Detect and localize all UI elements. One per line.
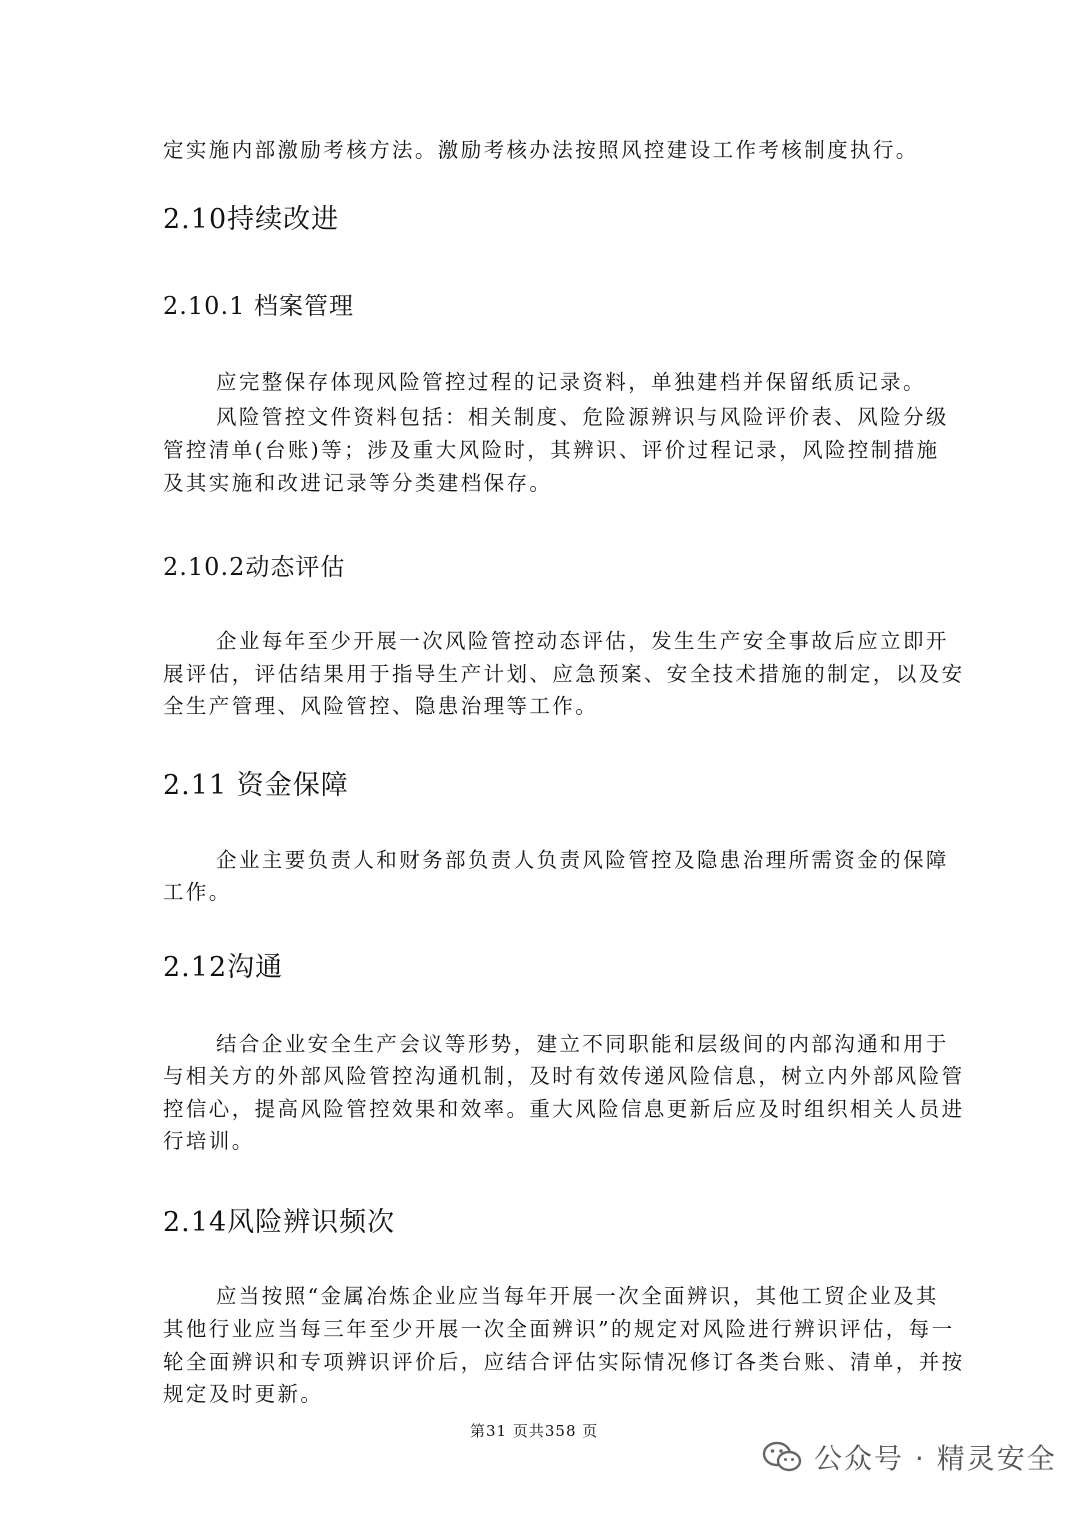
watermark-text: 公众号 · 精灵安全 (814, 1442, 1057, 1475)
paragraph-line: 企业每年至少开展一次风险管控动态评估，发生生产安全事故后应立即开 (216, 629, 949, 653)
paragraph-line: 管控清单(台账)等；涉及重大风险时，其辨识、评价过程记录，风险控制措施 (163, 438, 940, 462)
paragraph-line: 定实施内部激励考核方法。激励考核办法按照风控建设工作考核制度执行。 (163, 138, 919, 162)
section-heading-2-14: 2.14风险辨识频次 (163, 1207, 396, 1238)
section-heading-2-10-1: 2.10.1 档案管理 (163, 292, 354, 320)
paragraph-line: 及其实施和改进记录等分类建档保存。 (163, 471, 553, 495)
paragraph-line: 轮全面辨识和专项辨识评价后，应结合评估实际情况修订各类台账、清单，并按 (163, 1350, 965, 1374)
paragraph-line: 控信心，提高风险管控效果和效率。重大风险信息更新后应及时组织相关人员进 (163, 1097, 965, 1121)
page-number: 第31 页共358 页 (470, 1422, 599, 1440)
paragraph-line: 全生产管理、风险管控、隐患治理等工作。 (163, 694, 599, 718)
section-heading-2-10: 2.10持续改进 (163, 204, 340, 235)
wechat-icon (762, 1440, 802, 1474)
section-heading-2-11: 2.11 资金保障 (163, 770, 349, 801)
paragraph-line: 应完整保存体现风险管控过程的记录资料，单独建档并保留纸质记录。 (216, 370, 926, 394)
paragraph-line: 行培训。 (163, 1129, 255, 1153)
paragraph-line: 展评估，评估结果用于指导生产计划、应急预案、安全技术措施的制定，以及安 (163, 662, 965, 686)
section-heading-2-12: 2.12沟通 (163, 952, 284, 983)
paragraph-line: 工作。 (163, 880, 232, 904)
paragraph-line: 结合企业安全生产会议等形势，建立不同职能和层级间的内部沟通和用于 (216, 1032, 949, 1056)
paragraph-line: 应当按照“金属冶炼企业应当每年开展一次全面辨识，其他工贸企业及其 (216, 1284, 939, 1308)
paragraph-line: 规定及时更新。 (163, 1382, 324, 1406)
paragraph-line: 风险管控文件资料包括：相关制度、危险源辨识与风险评价表、风险分级 (216, 405, 949, 429)
section-heading-2-10-2: 2.10.2动态评估 (163, 553, 346, 581)
paragraph-line: 其他行业应当每三年至少开展一次全面辨识”的规定对风险进行辨识评估，每一 (163, 1317, 955, 1341)
watermark (762, 1432, 1057, 1482)
paragraph-line: 企业主要负责人和财务部负责人负责风险管控及隐患治理所需资金的保障 (216, 848, 949, 872)
paragraph-line: 与相关方的外部风险管控沟通机制，及时有效传递风险信息，树立内外部风险管 (163, 1064, 965, 1088)
